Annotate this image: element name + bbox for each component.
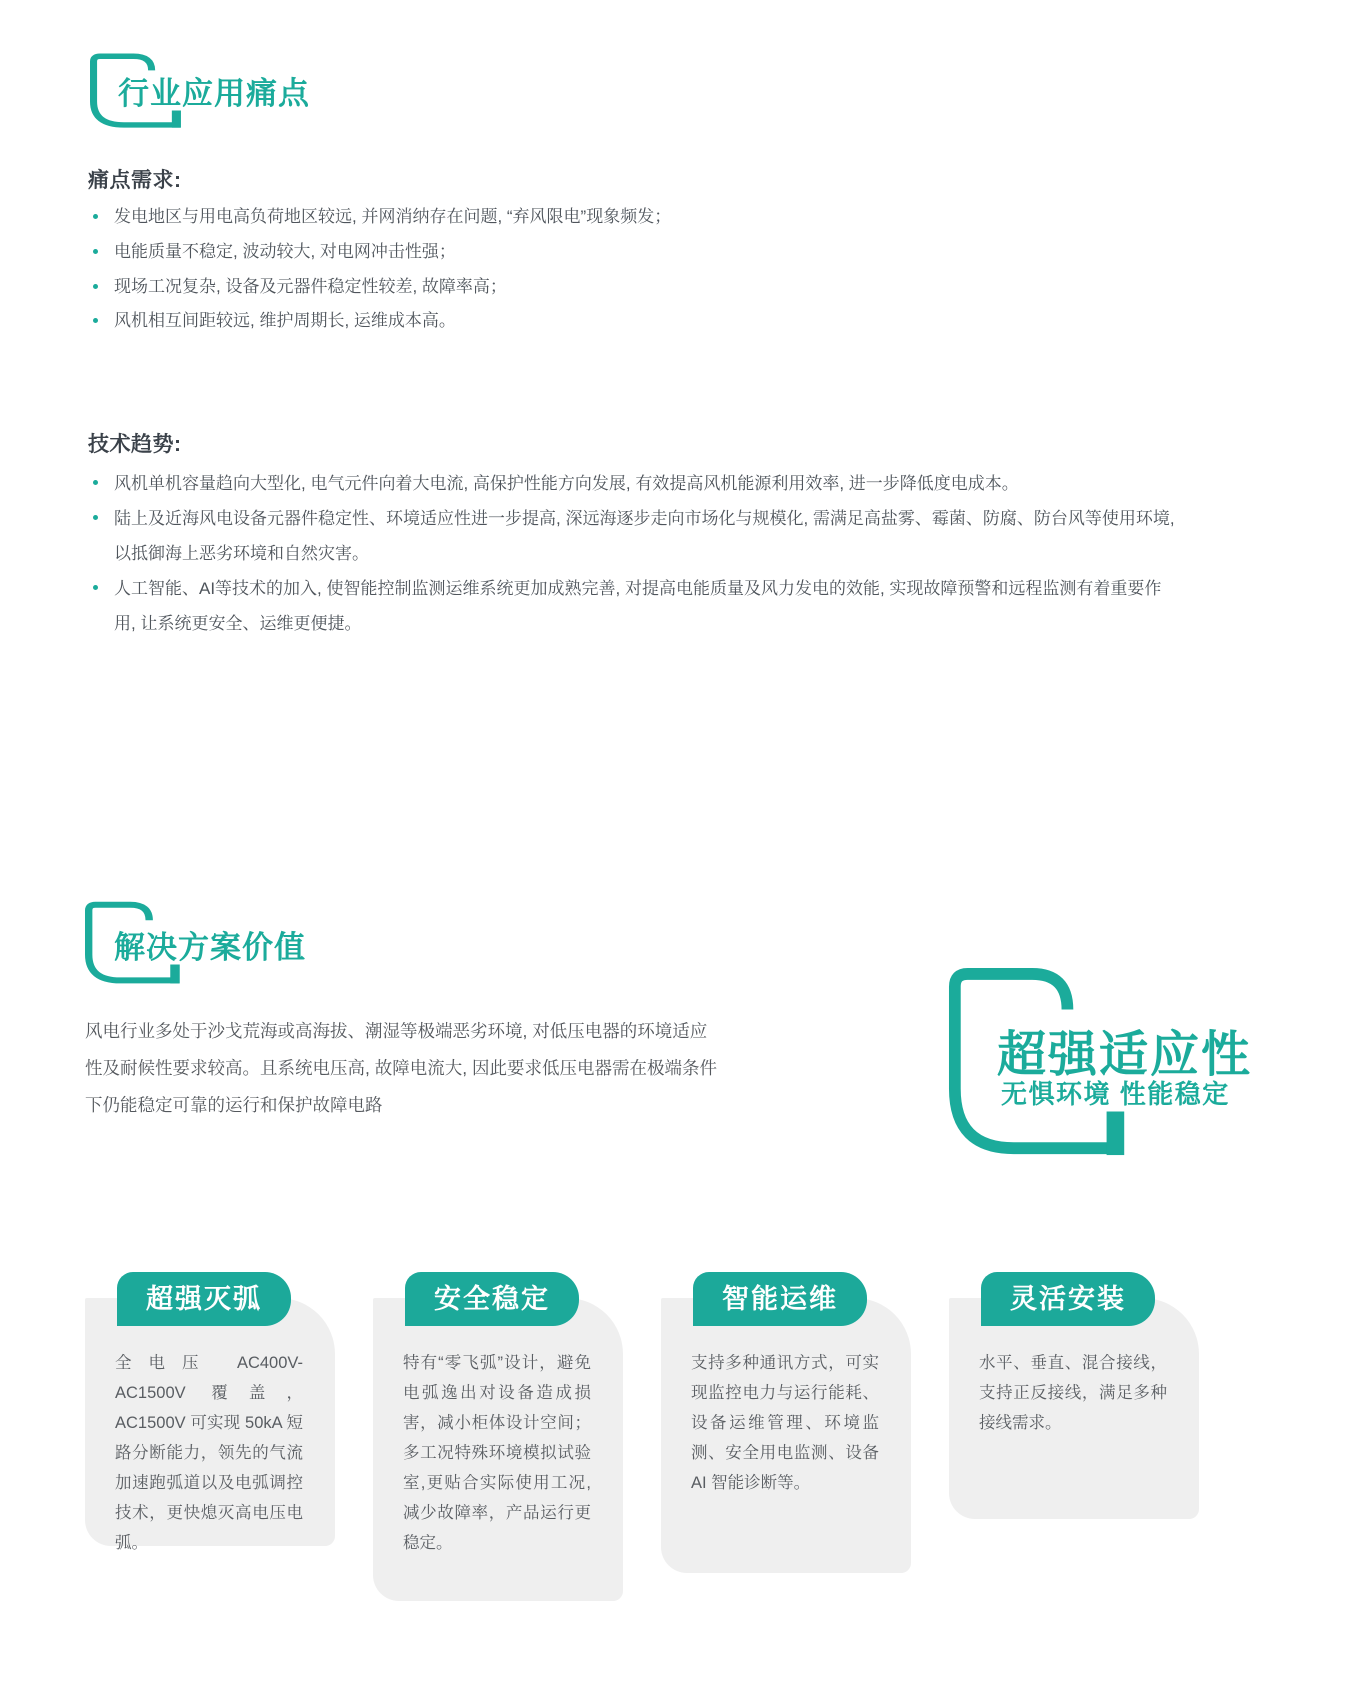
bullet-text: 人工智能、AI等技术的加入, 使智能控制监测运维系统更加成熟完善, 对提高电能质量及风力发电的效能, 实现故障预警和远程监测有着重要作用, 让系统更安全、运维更便捷。 xyxy=(114,579,1162,633)
bullet-text: 现场工况复杂, 设备及元器件稳定性较差, 故障率高； xyxy=(114,276,507,296)
pain-demand-heading: 痛点需求: xyxy=(88,169,182,192)
list-item xyxy=(88,466,1183,501)
card-label: 安全稳定 xyxy=(405,1272,579,1326)
list-item xyxy=(88,501,1183,571)
list-item xyxy=(88,235,1188,270)
list-item xyxy=(88,270,1188,305)
bullet-text: 风机相互间距较远, 维护周期长, 运维成本高。 xyxy=(114,311,456,331)
bullet-text: 风机单机容量趋向大型化, 电气元件向着大电流, 高保护性能方向发展, 有效提高风机能源利用效率, 进一步降低度电成本。 xyxy=(114,474,1019,493)
pain-demand-list xyxy=(88,200,1188,339)
bullet-text: 陆上及近海风电设备元器件稳定性、环境适应性进一步提高, 深远海逐步走向市场化与规模化, 需满足高盐雾、霉菌、防腐、防台风等使用环境, 以抵御海上恶劣环境和自然灾害。 xyxy=(114,509,1175,563)
card-label: 灵活安装 xyxy=(981,1272,1155,1326)
feature-card xyxy=(661,1284,911,1573)
feature-card xyxy=(949,1284,1199,1519)
card-text: 支持多种通讯方式，可实现监控电力与运行能耗、设备运维管理、环境监测、安全用电监测、设备 AI 智能诊断等。 xyxy=(691,1354,879,1492)
tech-trend-heading: 技术趋势: xyxy=(88,433,182,456)
feature-card xyxy=(85,1284,335,1552)
pain-section-title: 行业应用痛点 xyxy=(118,76,310,111)
tech-trend-list xyxy=(88,466,1183,641)
list-item xyxy=(88,571,1183,641)
card-text: 全电压 AC400V-AC1500V 覆盖，AC1500V 可实现 50kA 短路分断能力，领先的气流加速跑弧道以及电弧调控技术，更快熄灭高电压电弧。 xyxy=(115,1354,303,1552)
list-item xyxy=(88,200,1188,235)
card-label: 智能运维 xyxy=(693,1272,867,1326)
feature-card xyxy=(373,1284,623,1601)
card-label: 超强灭弧 xyxy=(117,1272,291,1326)
card-text: 水平、垂直、混合接线，支持正反接线，满足多种接线需求。 xyxy=(979,1354,1167,1432)
bullet-text: 电能质量不稳定, 波动较大, 对电网冲击性强； xyxy=(114,241,456,261)
solution-section-title: 解决方案价值 xyxy=(114,930,306,965)
bullet-text: 发电地区与用电高负荷地区较远, 并网消纳存在问题, “弃风限电”现象频发； xyxy=(114,207,672,226)
banner-subtitle: 无惧环境 性能稳定 xyxy=(1001,1079,1230,1109)
banner-title: 超强适应性 xyxy=(997,1028,1253,1082)
card-text: 特有“零飞弧”设计，避免电弧逸出对设备造成损害，减小柜体设计空间；多工况特殊环境模拟试验室,更贴合实际使用工况,减少故障率，产品运行更稳定。 xyxy=(403,1354,591,1552)
list-item xyxy=(88,304,1188,339)
solution-paragraph: 风电行业多处于沙戈荒海或高海拔、潮湿等极端恶劣环境, 对低压电器的环境适应性及耐候性要求较高。且系统电压高, 故障电流大, 因此要求低压电器需在极端条件下仍能稳定可靠的运行和保护故障电路 xyxy=(85,1021,717,1115)
